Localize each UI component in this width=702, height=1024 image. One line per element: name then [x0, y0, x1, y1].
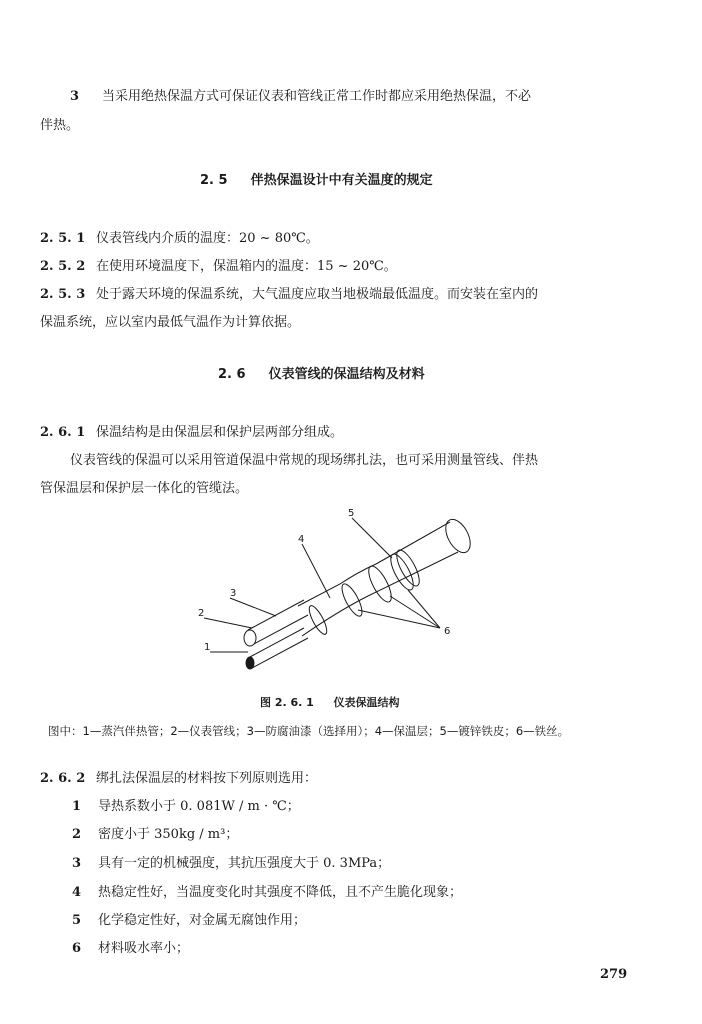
list-item-number: 3	[72, 856, 82, 871]
figure-legend: 图中：1—蒸汽伴热管；2—仪表管线；3—防腐油漆（选择用）；4—保温层；5—镀锌铁皮；6—铁丝。	[48, 724, 570, 738]
wire-band-3	[364, 563, 395, 605]
section-2-5-number: 2. 5	[200, 173, 228, 188]
list-item-number: 6	[72, 941, 82, 956]
steam-tracing-pipe-end	[246, 657, 254, 669]
list-item	[72, 912, 306, 930]
clause-2-5-1	[40, 230, 319, 248]
para-3-text: 当采用绝热保温方式可保证仪表和管线正常工作时都应采用绝热保温，不必	[102, 89, 532, 104]
list-item	[72, 855, 390, 873]
galvanized-sheet	[376, 522, 450, 564]
list-item-number: 1	[72, 799, 82, 814]
list-item-number: 2	[72, 827, 82, 842]
steam-tracing-pipe	[252, 638, 308, 668]
clause-2-5-3-text: 处于露天环境的保温系统，大气温度应取当地极端最低温度。而安装在室内的	[96, 287, 539, 302]
section-2-6-number: 2. 6	[218, 367, 246, 382]
list-item-text: 化学稳定性好，对金属无腐蚀作用；	[98, 913, 307, 928]
figure-label-4: 4	[298, 534, 305, 545]
figure-caption-number: 图 2. 6. 1	[260, 696, 314, 709]
para-3-line-2: 伴热。	[40, 118, 80, 133]
figure-label-2: 2	[198, 608, 205, 619]
section-2-6-title: 仪表管线的保温结构及材料	[268, 367, 425, 382]
insulation-structure-figure	[190, 500, 490, 680]
clause-2-6-1	[40, 424, 343, 442]
list-item	[72, 826, 238, 844]
page-number: 279	[600, 967, 628, 982]
list-item-text: 导热系数小于 0. 081W / m · ℃；	[98, 799, 300, 814]
list-item-text: 具有一定的机械强度，其抗压强度大于 0. 3MPa；	[98, 856, 391, 871]
clause-2-6-2	[40, 770, 317, 788]
figure-label-6: 6	[444, 626, 451, 637]
section-2-5-title: 伴热保温设计中有关温度的规定	[250, 173, 433, 188]
para-3-number: 3	[70, 89, 80, 104]
clause-2-5-3-line-1	[40, 286, 538, 304]
clause-2-5-2	[40, 258, 397, 276]
clause-2-6-1-para-line-2: 管保温层和保护层一体化的管缆法。	[40, 481, 249, 496]
list-item	[72, 940, 189, 958]
figure-label-5: 5	[348, 508, 355, 519]
list-item-text: 材料吸水率小；	[98, 941, 190, 956]
clause-2-6-1-para-line-1: 仪表管线的保温可以采用管道保温中常规的现场绑扎法，也可采用测量管线、伴热	[70, 453, 539, 468]
clause-2-6-2-number: 2. 6. 2	[40, 771, 86, 786]
figure-label-1: 1	[204, 642, 211, 653]
list-item-text: 密度小于 350kg / m³；	[98, 827, 239, 842]
list-item-number: 5	[72, 913, 82, 928]
section-2-6-heading	[218, 366, 425, 384]
clause-2-6-2-intro: 绑扎法保温层的材料按下列原则选用：	[96, 771, 318, 786]
figure-caption-title: 仪表保温结构	[333, 696, 400, 709]
sleeve-end	[441, 515, 476, 556]
clause-2-5-3-line-2: 保温系统，应以室内最低气温作为计算依据。	[40, 315, 301, 330]
list-item	[72, 884, 462, 902]
list-item-number: 4	[72, 885, 82, 900]
clause-2-6-1-text: 保温结构是由保温层和保护层两部分组成。	[96, 425, 344, 440]
figure-label-3: 3	[230, 588, 237, 599]
figure-caption	[260, 694, 400, 712]
instrument-line-end	[244, 630, 256, 646]
list-item-text: 热稳定性好，当温度变化时其强度不降低，且不产生脆化现象；	[98, 885, 463, 900]
clause-2-5-1-number: 2. 5. 1	[40, 231, 86, 246]
clause-2-5-2-number: 2. 5. 2	[40, 259, 86, 274]
clause-2-5-3-number: 2. 5. 3	[40, 287, 86, 302]
list-item	[72, 798, 300, 816]
section-2-5-heading	[200, 172, 433, 190]
clause-2-5-1-text: 仪表管线内介质的温度：20 ~ 80℃。	[96, 231, 319, 246]
clause-2-5-2-text: 在使用环境温度下，保温箱内的温度：15 ~ 20℃。	[96, 259, 397, 274]
wire-band-2	[338, 581, 365, 618]
para-3-line-1	[70, 88, 531, 106]
clause-2-6-1-number: 2. 6. 1	[40, 425, 86, 440]
